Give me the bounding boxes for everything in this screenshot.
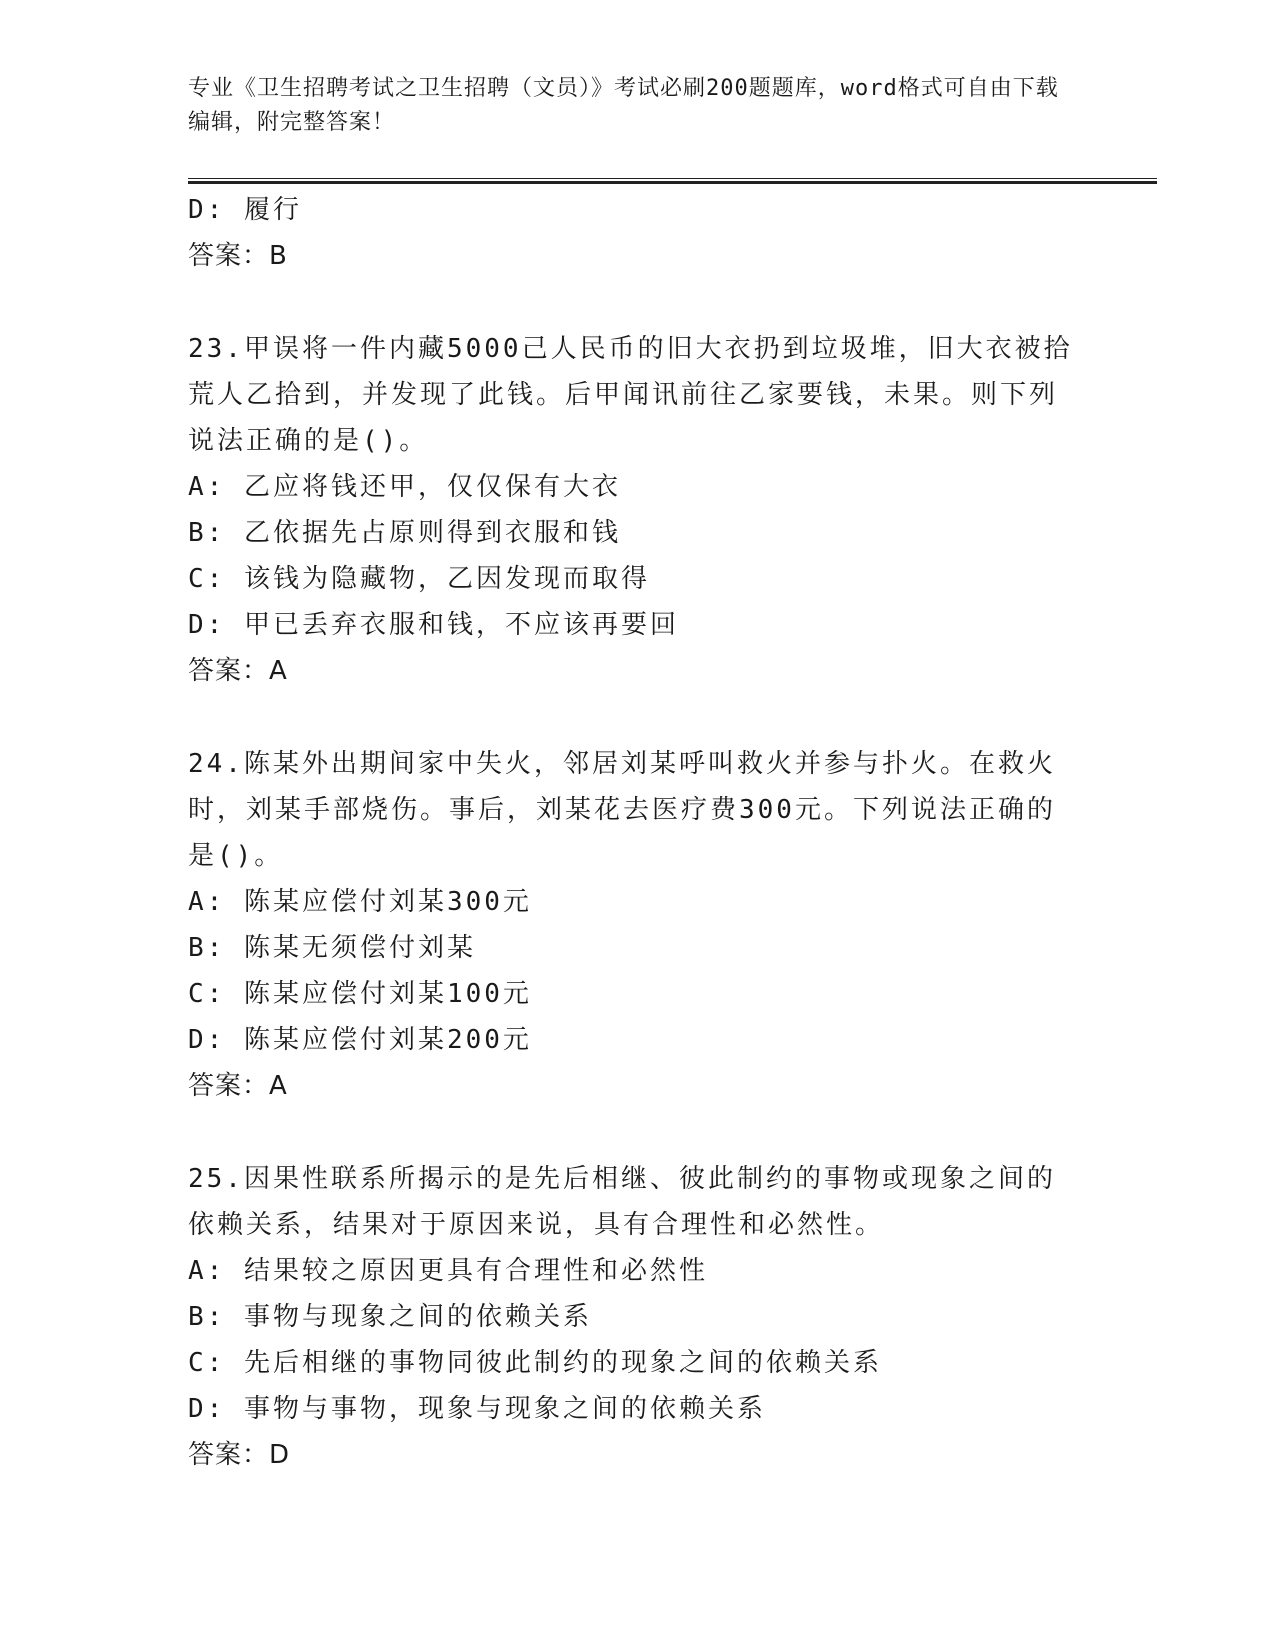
question-stem: 25.因果性联系所揭示的是先后相继、彼此制约的事物或现象之间的依赖关系，结果对于原因来说，具有合理性和必然性。 bbox=[188, 1164, 1056, 1240]
option-d: D: 事物与事物，现象与现象之间的依赖关系 bbox=[188, 1394, 766, 1424]
option-b: B: 事物与现象之间的依赖关系 bbox=[188, 1302, 592, 1332]
answer-line: 答案：A bbox=[188, 656, 288, 686]
document-body bbox=[188, 187, 1088, 1478]
question-23 bbox=[188, 326, 1088, 694]
option-d: D: 履行 bbox=[188, 195, 302, 225]
option-b: B: 陈某无须偿付刘某 bbox=[188, 933, 476, 963]
question-stem: 24.陈某外出期间家中失火，邻居刘某呼叫救火并参与扑火。在救火时，刘某手部烧伤。事后，刘某花去医疗费300元。下列说法正确的是()。 bbox=[188, 749, 1056, 871]
option-a: A: 陈某应偿付刘某300元 bbox=[188, 887, 532, 917]
option-d: D: 甲已丢弃衣服和钱，不应该再要回 bbox=[188, 610, 679, 640]
question-25 bbox=[188, 1156, 1088, 1478]
page-header: 专业《卫生招聘考试之卫生招聘（文员）》考试必刷200题题库，word格式可自由下载编辑，附完整答案！ bbox=[188, 76, 1059, 135]
option-a: A: 乙应将钱还甲，仅仅保有大衣 bbox=[188, 472, 621, 502]
option-c: C: 陈某应偿付刘某100元 bbox=[188, 979, 532, 1009]
answer-line: 答案：D bbox=[188, 1440, 291, 1470]
question-24 bbox=[188, 741, 1088, 1109]
header-divider-thick bbox=[188, 181, 1157, 184]
option-a: A: 结果较之原因更具有合理性和必然性 bbox=[188, 1256, 708, 1286]
question-stem: 23.甲误将一件内藏5000己人民币的旧大衣扔到垃圾堆，旧大衣被拾荒人乙拾到，并发现了此钱。后甲闻讯前往乙家要钱，未果。则下列说法正确的是()。 bbox=[188, 334, 1073, 456]
option-c: C: 该钱为隐藏物，乙因发现而取得 bbox=[188, 564, 650, 594]
answer-line: 答案：A bbox=[188, 1071, 288, 1101]
option-c: C: 先后相继的事物同彼此制约的现象之间的依赖关系 bbox=[188, 1348, 882, 1378]
option-b: B: 乙依据先占原则得到衣服和钱 bbox=[188, 518, 621, 548]
header-divider-thin bbox=[188, 178, 1157, 179]
answer-line: 答案：B bbox=[188, 241, 288, 271]
option-d: D: 陈某应偿付刘某200元 bbox=[188, 1025, 532, 1055]
